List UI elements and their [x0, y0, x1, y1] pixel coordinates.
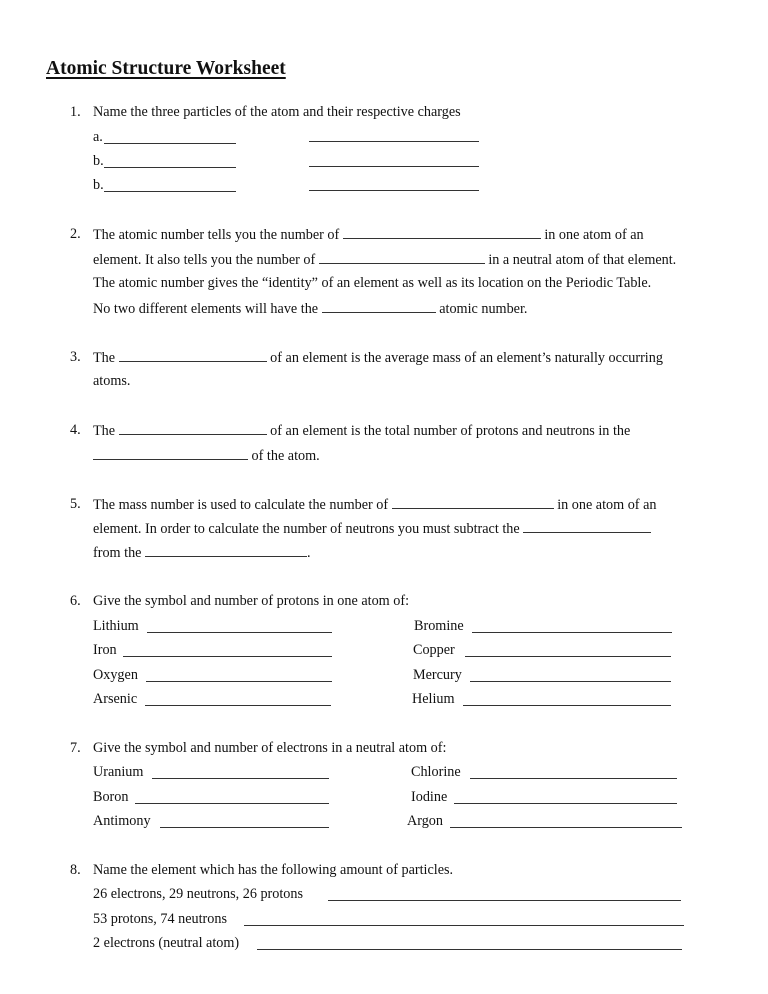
q6-blank-copper[interactable]	[465, 656, 671, 657]
q7-left-label-boron: Boron	[93, 789, 129, 805]
q5-text-3a: from the	[93, 545, 142, 561]
q6-text: Give the symbol and number of protons in one atom of:	[93, 593, 410, 609]
q6-left-label-oxygen: Oxygen	[93, 667, 138, 683]
q7-right-label-argon: Argon	[407, 813, 443, 829]
q7-right-label-iodine: Iodine	[411, 789, 448, 805]
q5-text-3b: .	[307, 545, 311, 561]
q5-line-2	[93, 520, 651, 537]
q5-text-1b: in one atom of an	[557, 497, 657, 513]
q6-left-label-arsenic: Arsenic	[93, 691, 138, 707]
q2-line-4	[93, 300, 527, 317]
q2-number: 2.	[70, 226, 81, 242]
q8-number: 8.	[70, 862, 81, 878]
q5-blank-3[interactable]	[145, 544, 307, 557]
q1-row-a-charge-blank[interactable]	[309, 141, 479, 142]
q3-line-1	[93, 349, 663, 366]
q7-text: Give the symbol and number of electrons in a neutral atom of:	[93, 740, 447, 756]
q6-blank-lithium[interactable]	[147, 632, 332, 633]
q5-blank-2[interactable]	[523, 520, 651, 533]
q1-number: 1.	[70, 104, 81, 120]
q3-blank-1[interactable]	[119, 349, 267, 362]
q8-text: Name the element which has the following amount of particles.	[93, 862, 454, 878]
q4-blank-2[interactable]	[93, 447, 248, 460]
q4-line-1	[93, 422, 630, 439]
q4-text-1a: The	[93, 423, 116, 439]
q7-blank-chlorine[interactable]	[470, 778, 677, 779]
q5-text-2a: element. In order to calculate the number of neutrons you must subtract the	[93, 521, 520, 537]
q1-text: Name the three particles of the atom and their respective charges	[93, 104, 461, 120]
q2-text-1b: in one atom of an	[544, 227, 644, 243]
q1-row-a-particle-blank[interactable]	[104, 143, 236, 144]
q7-left-label-antimony: Antimony	[93, 813, 151, 829]
q7-blank-argon[interactable]	[450, 827, 682, 828]
q7-blank-boron[interactable]	[135, 803, 329, 804]
q1-row-b-charge-blank[interactable]	[309, 166, 479, 167]
q6-left-label-iron: Iron	[93, 642, 117, 658]
q5-line-3	[93, 544, 311, 561]
q6-blank-bromine[interactable]	[472, 632, 672, 633]
q4-number: 4.	[70, 422, 81, 438]
q6-right-label-mercury: Mercury	[413, 667, 462, 683]
q2-text-4b: atomic number.	[439, 301, 528, 317]
q8-blank-2[interactable]	[244, 925, 684, 926]
q7-left-label-uranium: Uranium	[93, 764, 144, 780]
q2-text-4a: No two different elements will have the	[93, 301, 319, 317]
q8-blank-3[interactable]	[257, 949, 682, 950]
q6-right-label-helium: Helium	[412, 691, 455, 707]
q1-row-b-particle-blank[interactable]	[104, 167, 236, 168]
q2-blank-3[interactable]	[322, 300, 436, 313]
q1-row-c-label: b.	[93, 177, 104, 193]
q3-text-1a: The	[93, 350, 116, 366]
q6-right-label-copper: Copper	[413, 642, 455, 658]
q6-blank-iron[interactable]	[123, 656, 332, 657]
q6-right-label-bromine: Bromine	[414, 618, 464, 634]
q7-blank-antimony[interactable]	[160, 827, 329, 828]
q1-row-b-label: b.	[93, 153, 104, 169]
q5-number: 5.	[70, 496, 81, 512]
q6-blank-helium[interactable]	[463, 705, 671, 706]
q3-text-1b: of an element is the average mass of an element’s naturally occurring	[270, 350, 663, 366]
q6-blank-arsenic[interactable]	[145, 705, 331, 706]
q4-text-2b: of the atom.	[251, 448, 320, 464]
q8-item-3-label: 2 electrons (neutral atom)	[93, 935, 240, 951]
q2-line-2	[93, 251, 676, 268]
page-title: Atomic Structure Worksheet	[46, 58, 286, 79]
q5-blank-1[interactable]	[392, 496, 554, 509]
q7-number: 7.	[70, 740, 81, 756]
q2-text-1a: The atomic number tells you the number of	[93, 227, 340, 243]
q7-right-label-chlorine: Chlorine	[411, 764, 461, 780]
q8-item-1-label: 26 electrons, 29 neutrons, 26 protons	[93, 886, 304, 902]
q1-row-a-label: a.	[93, 129, 103, 145]
q2-blank-2[interactable]	[319, 251, 485, 264]
q2-line-1	[93, 226, 644, 243]
q8-item-2-label: 53 protons, 74 neutrons	[93, 911, 227, 927]
q7-blank-uranium[interactable]	[152, 778, 329, 779]
q8-blank-1[interactable]	[328, 900, 681, 901]
q6-blank-mercury[interactable]	[470, 681, 671, 682]
q4-blank-1[interactable]	[119, 422, 267, 435]
q2-line-3: The atomic number gives the “identity” of an element as well as its location on the Periodic Table.	[93, 275, 652, 291]
q2-blank-1[interactable]	[343, 226, 541, 239]
q6-blank-oxygen[interactable]	[146, 681, 332, 682]
q6-left-label-lithium: Lithium	[93, 618, 139, 634]
q3-number: 3.	[70, 349, 81, 365]
q5-line-1	[93, 496, 656, 513]
q2-text-2a: element. It also tells you the number of	[93, 252, 316, 268]
q3-line-2: atoms.	[93, 373, 131, 389]
q5-text-1a: The mass number is used to calculate the number of	[93, 497, 389, 513]
q2-text-2b: in a neutral atom of that element.	[488, 252, 677, 268]
q6-number: 6.	[70, 593, 81, 609]
q7-blank-iodine[interactable]	[454, 803, 677, 804]
q1-row-c-particle-blank[interactable]	[104, 191, 236, 192]
q4-line-2	[93, 447, 320, 464]
q4-text-1b: of an element is the total number of protons and neutrons in the	[270, 423, 631, 439]
q1-row-c-charge-blank[interactable]	[309, 190, 479, 191]
